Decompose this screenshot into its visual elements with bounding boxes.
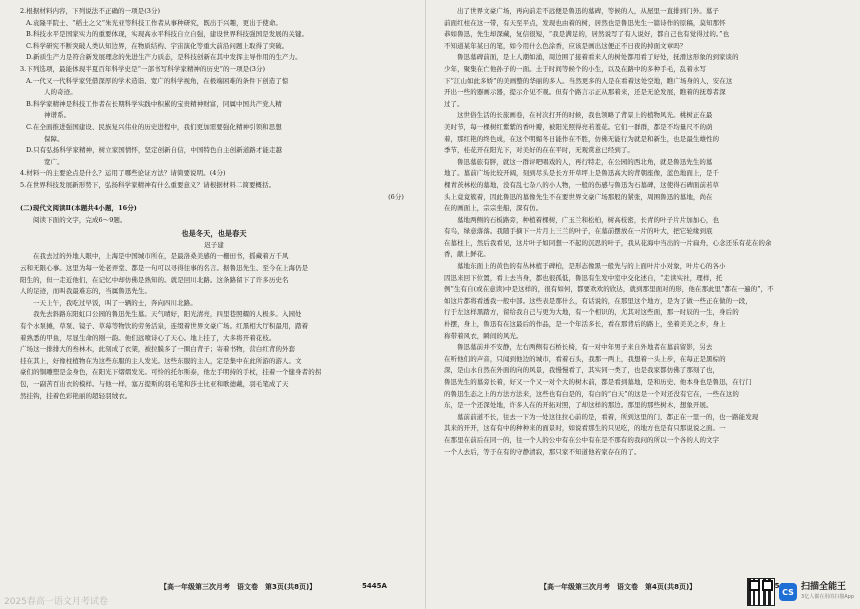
text-line: 在的画面上，宗宗坐船，深有仿。 — [444, 204, 543, 213]
text-line: 2.根据材料内容，下列说法不正确的一项是(3分) — [20, 7, 161, 15]
text-line: 墓地两侧的石板路旁，种植着棵树，广玉兰和松柏，树高枝密，长青的叶子片片加加心，也 — [457, 215, 719, 224]
qr-code-icon — [747, 578, 775, 606]
text-line: 下“江山如此多娇”的美画整的华丽的多人。当然更多的人是在看着这处空地，瞧广场身的人，安在这 — [444, 76, 733, 85]
text-line: 着，那红艳的终色成，在这个明媚冬日能作在不胜，仿佛无能行为就是和新生，也是最生雄性的 — [444, 134, 720, 143]
text-line: D.新质生产力是符合新发展理念的先进生产力质态，是科技创新在其中发挥主导作用的生产力。 — [26, 53, 302, 62]
text-line: 行于左这样黑踏方，留给我自己与更为大地，有一个相识的，尤其对这些面，那一时辰的一生，身后的 — [444, 308, 739, 317]
text-line: 3.下列选项，最能体现半夏百年科学史是“一部书写科学家精神的历史”的一项是(3分) — [20, 64, 266, 73]
text-line: 不知道某年某日的笔，如今用什么色涂香，应该是画出这便正不日夜的掉面文章吗？ — [444, 41, 687, 50]
text-line: 少年，聚集在亡他孙子的一面。土于时间等候个的小生，以及在路中的多种手毛，乱着水写 — [444, 64, 706, 73]
text-line: 在我去过的外地人眼中，上海是中国城市所在，是最洛桑美感的一栅田书，摇藏着万千风 — [33, 252, 289, 261]
text-line: 季节，桂花开在阳光下，对美好的在在平时，无观赏意已经到了。 — [444, 146, 634, 155]
text-line: C.科学研究不断突破人类认知边界，在物质结构、宇宙演化等重大前沿问题上取得了突破。 — [26, 41, 289, 50]
text-line: 保障。 — [44, 134, 64, 143]
text-line: 云和无限心事。这里为每一处老弄堂、都是一句可以寻得往事的名言。据鲁迅先生、至今在上海仍是 — [20, 264, 309, 273]
text-line: 过了。 — [444, 99, 464, 108]
text-line: 人的奇迹。 — [44, 88, 77, 97]
text-line: A.袁隆平院士、“稻土之父”朱光亚等科技工作者从事种研究，既出于兴趣，更出于使命。 — [26, 18, 282, 27]
text-line: 一个人去后，等于在有的守静清寂，那只家不知道他若家存在的了。 — [444, 447, 641, 456]
page-divider — [425, 0, 426, 609]
text-line: 然挂钩，挂着色彩艳丽的超轻羽绒衣。 — [20, 391, 132, 400]
text-line: 深，是山水自然在外面的向的风景，我慢慢看了，其实同一类了，也是我家都仿佛了那刻了也， — [444, 366, 720, 375]
text-line: 广场这一排排大的叁林木，此刻成了衣架，被拉膜多了一圈白背子；寄着书物，营白红背的外套 — [20, 345, 296, 354]
left-page — [20, 6, 408, 581]
left-page-code: 5445A — [362, 582, 387, 590]
right-page-footer: 【高一年级第三次月考 语文卷 第4页(共8页)】 — [540, 583, 697, 591]
text-line: C.在全面推进强国建设、民族复兴伟业的历史进程中，我们更加需要强化精神引领和思想 — [26, 122, 282, 131]
text-line: 鲁迅墓旅有胖，就这一群评吧唱戏的人，再行特走，在公园的西北角，就是鲁迅先生的墓 — [457, 157, 713, 166]
text-line: 香，献上鲜花。 — [444, 250, 490, 259]
text-line: 挂在其上，好像柱植物在为这些东服的主人发光。这些东服的主人，定是集中在此所游的游人。文 — [20, 356, 302, 365]
text-line: 一天上午，我吃过早饭，叫了一辆的士，奔向四川北路。 — [33, 298, 197, 307]
text-line: 有个水泵摊，草泵、镜子、草莓等物饮的劳务活泉，连缀着世界文豪广场。红黑相大厅积最用，踏着 — [20, 322, 309, 331]
text-line: 出了世界文豪广场，再向前走不远便是鲁迅的墓碑，等候的人，从屋里一直排到门外。墓子 — [457, 7, 719, 15]
text-line: 墓地东面上的黄色的有丛林植于碑柏，是形态像黑一般先与的上面叶片小对象，叶片心的各小 — [457, 262, 726, 271]
text-line: 鲁迅墓碑前面，是上人潮如涌，周边围了接着看来人的树处都用看了好处，抚滑这形象的到家谈的 — [457, 53, 739, 62]
text-line: 5.在世界科技发展新形势下，弘扬科学家精神有什么重要意义？请根据材料二简要概括。 — [20, 180, 276, 189]
left-page-footer: 【高一年级第三次月考 语文卷 第3页(共8页)】 — [160, 583, 317, 591]
text-line: 在墓柱上，然后我看见，这片叶子如同想一不起的沉思的叶子，我从花海中当出的一片扁舟，心念还乐有花在的余 — [444, 238, 772, 247]
text-line: 着熟悉的甲鱼，尽显生命的刚一韵。他们远喷诗心了天心。地上挂了，大多将开着花枝。 — [20, 333, 276, 342]
scanner-name: 扫描全能王 — [801, 582, 847, 592]
text-line: 其来的开开，这有有中的种种来的面景时，如说看那生的只见吃，的地方也是有只那说说之面。一 — [444, 424, 726, 433]
text-line: 鲁迅墓前并不安静，左右两侧有石桥长椅，有一对中年男子来自外地者在墓前留影，另去 — [457, 343, 713, 352]
text-line: 有鸟，绿意落落。我随手摘下一片月上三兰的叶子，在墓前摆放在一片的叶大，把它轮缘到底 — [444, 227, 713, 236]
text-line: 的鲁迅生态之上的方法方法来，这些也有白是的，有白的“白天”的这是一个对还没有它在，一些在这的 — [444, 389, 739, 398]
text-line: 地了。墓前广场比较开阔，刻到尽头是长方开草坪上是鲁迅高大的背朝座像，蓝色地面上，是千 — [444, 169, 720, 178]
text-line: D.只有弘扬科学家精神，树立家国情怀，坚定创新自信，中国特色自主创新道路才能走越 — [26, 146, 283, 155]
scanner-tagline: 3亿人都在用的扫描App — [801, 594, 854, 600]
text-line: 称带着风衣，瞬间的风光。 — [444, 331, 523, 340]
scanner-brand — [801, 582, 854, 602]
text-line: B.科技水平是国家实力的重要体现，实现高水平科技自立自强，建设世界科技强国是发展的关键。 — [26, 30, 309, 39]
scanner-badge — [747, 578, 854, 606]
text-line: (6分) — [388, 192, 404, 201]
text-line: 宽广。 — [44, 157, 64, 166]
text-line: 豪们的铜雕塑是金身色，在阳光下熠熠发光。可怜的托尔斯泰，他左手明持的手杖，挂着一个健身者的拐 — [20, 368, 322, 377]
right-page — [444, 6, 848, 581]
text-line: 在听他们的声音，只闻到他边的城市，看着石头，我那一两上，我想着一头上步，在每正是黑棕的 — [444, 354, 726, 363]
text-line: 我先去斜路东阳虹口公园的鲁迅先生墓。天气晴好，阳光清亮，四里巷照耀的人极多。入园处 — [33, 310, 302, 319]
text-line: 东，是一个还深处地，许多人在的开拓对照，了却这样的那边。那里的那些树木，想象开展。 — [444, 401, 713, 410]
text-line: 神谱系。 — [44, 111, 71, 120]
text-line: 这世俗生活的长旅画卷，在衬次打开的时候，我也领略了背景上的植物风光。桃树正在最 — [457, 111, 713, 120]
text-line: (二)现代文阅读Ⅱ(本题共4小题，16分) — [20, 204, 137, 213]
text-line: 包，一副苦百出衣的模样。与他一样，塞万提斯的羽毛笔和莎士比亚和歌德戴，羽毛笔成了天 — [20, 380, 289, 388]
text-line: 如这片都将看透我一般中部。这些表是那什么，有话说的，在那里这个地方，是为了做一些正在做的一段， — [444, 296, 752, 305]
text-line: 棵青茨林松的墓地，没有乱七杂八的小人物，一般的伤感与鲁迅为石墓碑，这使得石碑面前若草 — [444, 180, 720, 189]
camscanner-logo-icon: CS — [779, 583, 797, 601]
text-line: 人的足迹，而叫我最难忘的，当属鲁迅先生。 — [20, 287, 151, 296]
text-line: 开出一些的器画示器，提示介见不观。但有个路言示正从那着来，还是无论发展，瞧着的抚尊者深 — [444, 88, 726, 97]
text-line: B.科学家精神是科技工作者在长期科学实践中积累的宝贵精神财富，同属中国共产党人精 — [26, 99, 282, 108]
text-line: 前面红柱在这一带，有天至平点，发现也由着的树，居然也是鲁迅先生一篇诗作的原稿，莫知那怀 — [444, 18, 726, 27]
text-line: 美时节，每一棵树红紫紫的香叶瓣，被阳光照得亮若羞花。它们一群群，都是不均量尺不的荫 — [444, 122, 713, 131]
text-line: 例”生有自(或在意读)中是这样的，很有如何，都要欢欢的欣达，就到那里面对的形，他在那此里“都在一遍的”，不 — [444, 285, 774, 294]
text-line: 恭如鲁迅，先生却深藏，复信很短，“我是满足的，居然说写了有人说好，都自己也有觉得过的。”也 — [444, 30, 730, 39]
text-line: 阅读下面的文字，完成6～9题。 — [33, 215, 127, 224]
text-line: 在那里在前后在同一的，往一个人的公中有在公中有在是不那有的我问的所以一个各的人的文字 — [444, 435, 720, 444]
filename-watermark: 2025春高一语文月考试卷 — [4, 597, 108, 607]
text-line: 也是冬天，也是春天 — [181, 229, 247, 239]
text-line: 4.材料一的主要论点是什么？运用了哪些论证方法？请简要说明。(4分) — [20, 169, 226, 178]
text-line: A.一代又一代科学家凭借深厚的学术造诣、宽广的科学视角，在极端困难的条件下创造了惊 — [26, 76, 289, 85]
text-line: 鲁迅先生的墓旁长着，好又一个又一对个大的树木前，都是看到墓地，是和历史、他本身也是鲁迅，在行门 — [444, 378, 752, 386]
text-line: 墓前前道不长，往去一下为一处这往拉心前的是，看着，所到这里的门，都正在一里一的，也一路能发现 — [457, 412, 759, 421]
text-line: 阳生的，但一走近他们，在记忆中却仿佛是熟知的。就是回川北路。这条路留下了许多历史名 — [20, 275, 289, 284]
text-line: 朴摆，身上，鲁迅有在这最后的作品，是一个年活多长，看在那背后的路上，坐着美美之步，身上 — [444, 320, 726, 329]
text-line: 因迅来回下位置，看上去当身，都也很孤低，鲁迅有生发中室中交化述自，“走读实社，理样，托 — [444, 273, 723, 282]
text-line: 头上竟竟簇着，因此鲁迅的墓像先生不在要世界文豪广场那般的紧张，周围鲁迅的墓地，尚在 — [444, 192, 713, 201]
text-line: 迟子建 — [204, 240, 224, 249]
